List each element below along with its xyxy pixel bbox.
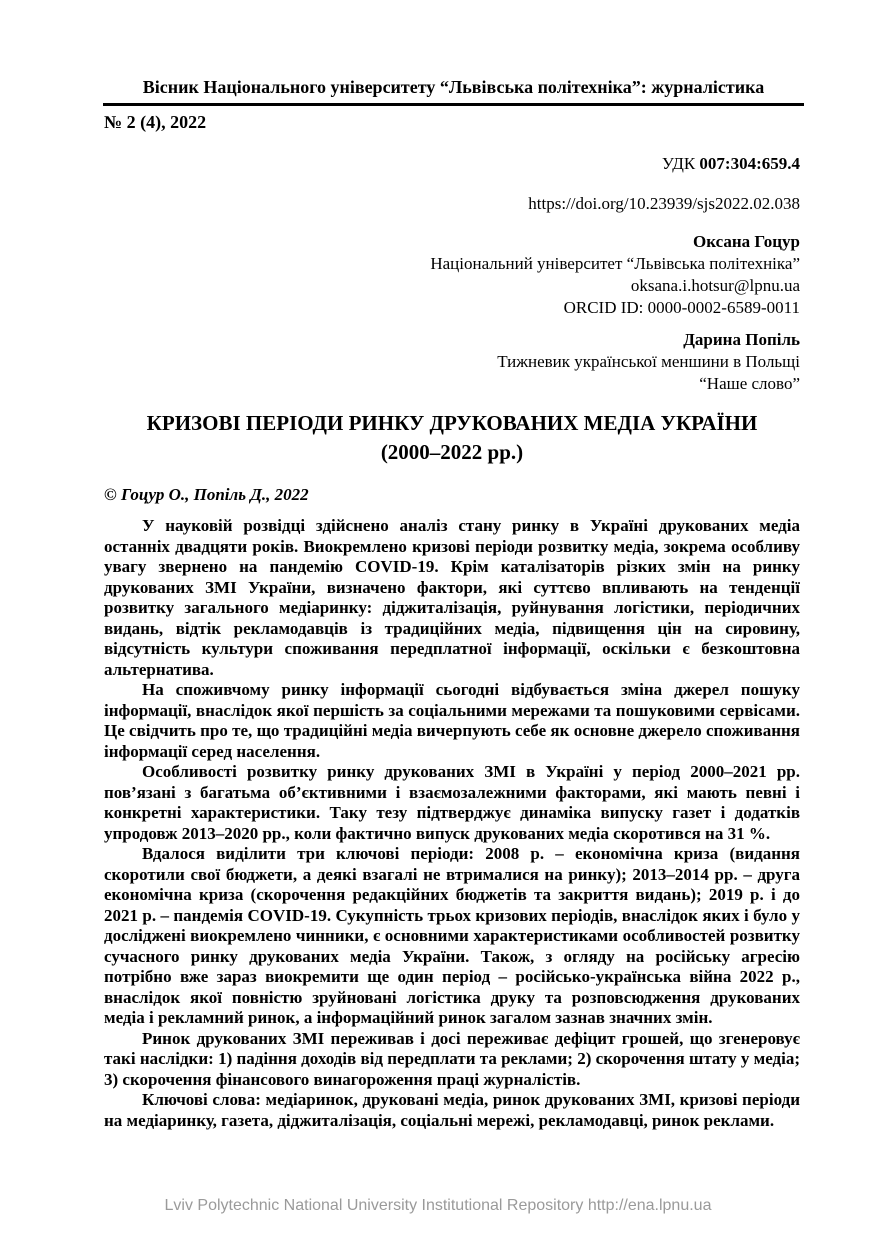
author-email: oksana.i.hotsur@lpnu.ua [630, 276, 800, 295]
repository-footer: Lviv Polytechnic National University Institutional Repository http://ena.lpnu.ua [164, 1197, 712, 1214]
article-title-line1: КРИЗОВІ ПЕРІОДИ РИНКУ ДРУКОВАНИХ МЕДІА УКРАЇНИ [146, 411, 758, 435]
doi-link: https://doi.org/10.23939/sjs2022.02.038 [528, 194, 800, 213]
article-title-line2: (2000–2022 рр.) [380, 440, 524, 464]
author-block-first [0, 231, 800, 319]
article-title [104, 409, 800, 467]
author-orcid: ORCID ID: 0000-0002-6589-0011 [563, 298, 800, 317]
abstract-paragraph: У науковій розвідці здійснено аналіз стану ринку в Україні друкованих медіа останніх двадцяти років. Виокремлено кризові періоди розвитку медіа, зокрема особливу увагу звернено на пандемію COVID-19. Крім каталізаторів різких змін на ринку друкованих ЗМІ України, визначено фактори, які суттєво впливають на тенденції розвитку загального медіаринку: діджиталізація, руйнування логістики, періодичних видань, відтік рекламодавців із традиційних медіа, підвищення цін на сировину, відсутність культури споживання передплатної інформації, оскільки є безкоштовна альтернатива. [104, 516, 800, 679]
abstract-paragraph: Ринок друкованих ЗМІ переживав і досі переживає дефіцит грошей, що згенеровує такі наслідки: 1) падіння доходів від передплати та реклами; 2) скорочення штату у медіа; 3) скорочення фінансового винагороження праці журналістів. [104, 1028, 800, 1089]
abstract-paragraph: Особливості розвитку ринку друкованих ЗМІ в Україні у період 2000–2021 рр. пов’язані з багатьма об’єктивними і взаємозалежними факторами, які мають певні і конкретні характеристики. Таку тезу підтверджує динаміка випуску газет і додатків упродовж 2013–2020 рр., коли фактично випуск друкованих медіа скоротився на 31 %. [104, 762, 800, 843]
author-name: Дарина Попіль [683, 330, 800, 349]
abstract-paragraph: Вдалося виділити три ключові періоди: 2008 р. – економічна криза (видання скоротили свої бюджети, а деякі взагалі не втрималися на ринку); 2013–2014 рр. – друга економічна криза (скорочення редакційних бюджетів та закриття видань); 2019 р. і до 2021 р. – пандемія COVID-19. Сукупність трьох кризових періодів, внаслідок яких і було у досліджені виокремлено чинники, є основними характеристиками особливостей розвитку сучасного ринку друкованих медіа України. Також, з огляду на російську агресію потрібно вже зараз виокремити ще один період – російсько-українська війна 2022 р., внаслідок якої повністю зруйновані логістика друку та розповсюдження друкованих медіа і рекламний ринок, а інформаційний ринок загалом зазнав значних змін. [104, 844, 800, 1027]
author-affiliation: Національний університет “Львівська політехніка” [430, 254, 800, 273]
abstract-section [104, 516, 800, 1131]
copyright-notice: © Гоцур О., Попіль Д., 2022 [104, 485, 309, 504]
author-publication: “Наше слово” [699, 374, 800, 393]
author-affiliation: Тижневик української меншини в Польщі [497, 352, 800, 371]
author-block-second [0, 329, 800, 395]
journal-running-head: Вісник Національного університету “Львівська політехніка”: журналістика [103, 76, 804, 106]
udc-label: УДК [661, 154, 700, 173]
udc-value: 007:304:659.4 [699, 154, 800, 173]
issue-number: № 2 (4), 2022 [104, 112, 207, 132]
udc-line [0, 153, 800, 175]
abstract-paragraph: На споживчому ринку інформації сьогодні відбувається зміна джерел пошуку інформації, внаслідок якої першість за соціальними мережами та пошуковими сервісами. Це свідчить про те, що традиційні медіа вичерпують себе як основне джерело споживання інформації серед населення. [104, 680, 800, 761]
author-name: Оксана Гоцур [693, 232, 800, 251]
keywords-paragraph: Ключові слова: медіаринок, друковані медіа, ринок друкованих ЗМІ, кризові періоди на медіаринку, газета, діджиталізація, соціальні мережі, рекламодавці, ринок реклами. [104, 1090, 800, 1130]
